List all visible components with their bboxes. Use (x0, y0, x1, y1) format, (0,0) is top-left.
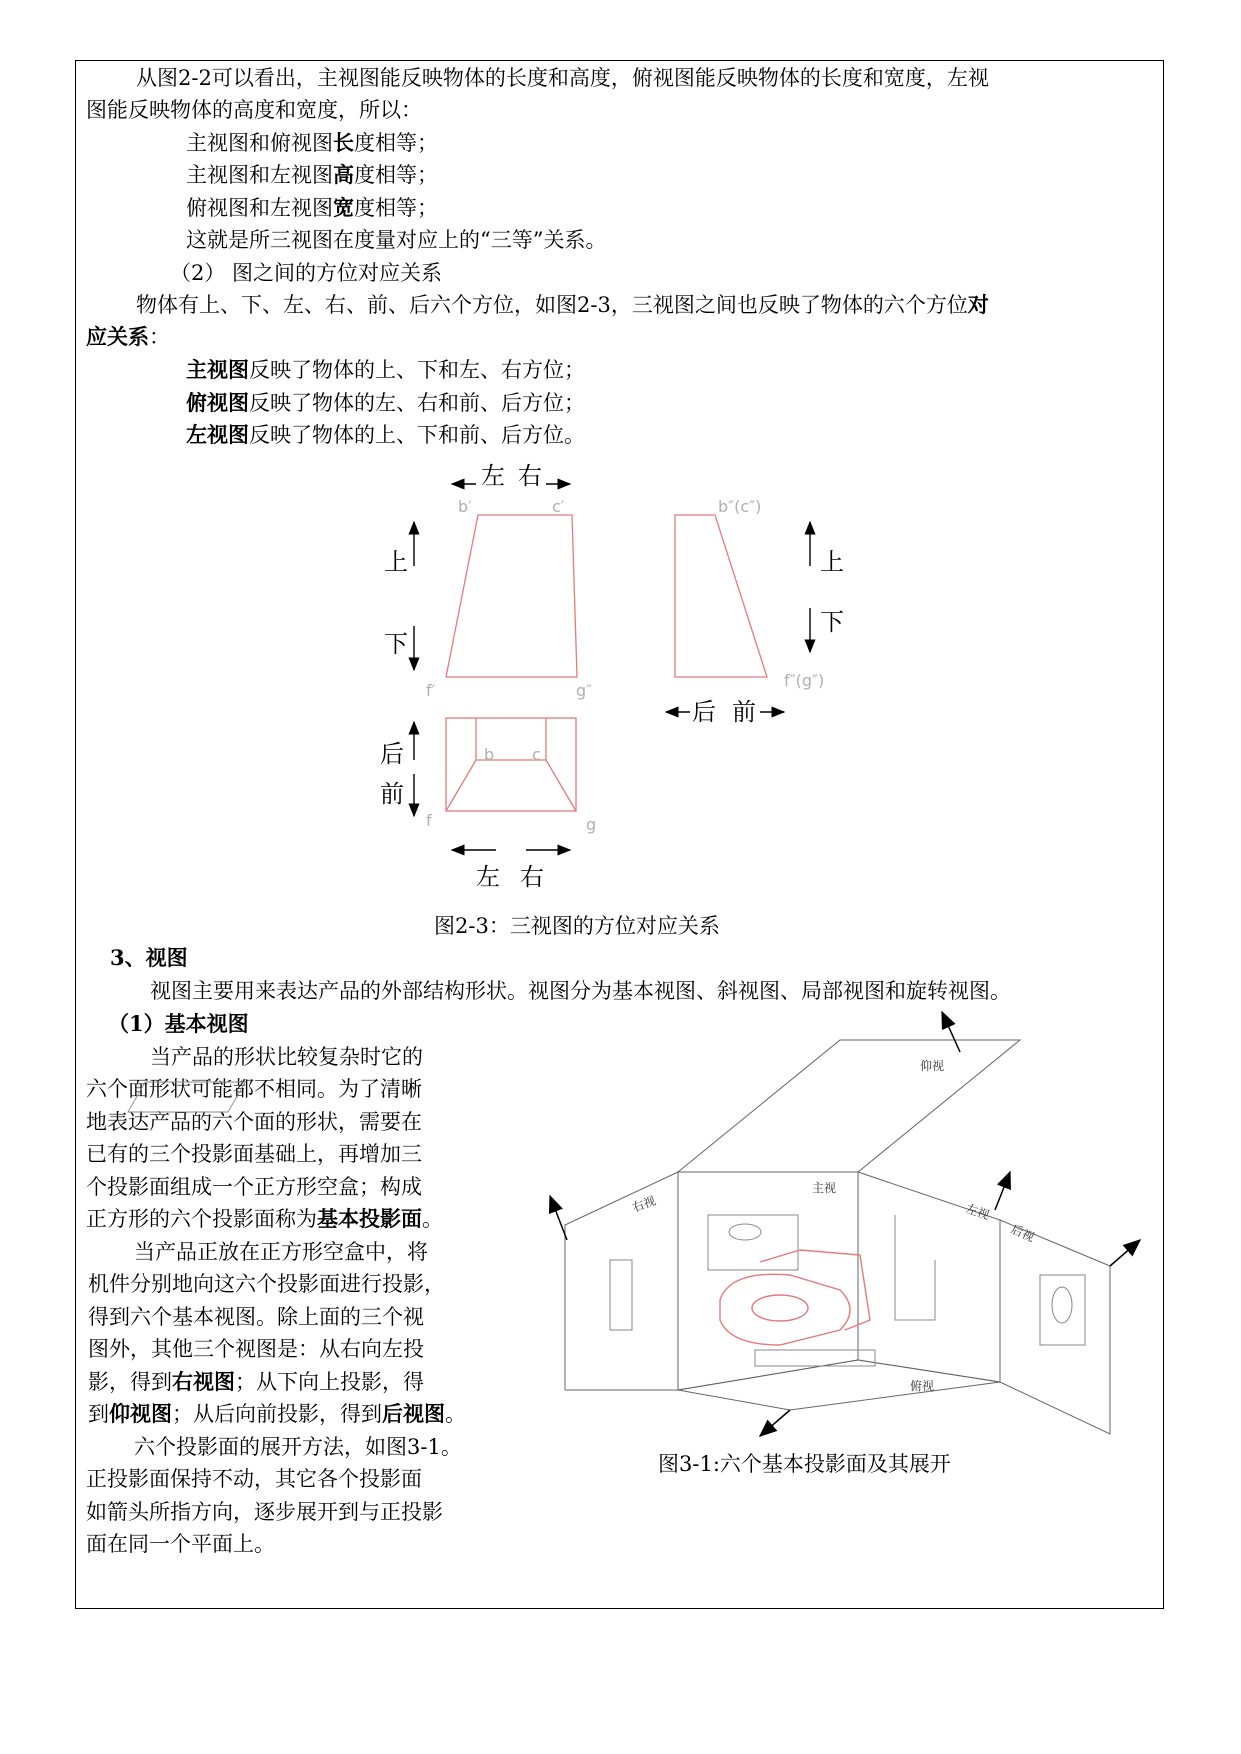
basic-view-line: 当产品正放在正方形空盒中，将 (134, 1240, 428, 1264)
figure-3-1-caption: 图3-1:六个基本投影面及其展开 (658, 1452, 951, 1476)
label-right: 右 (520, 863, 544, 891)
basic-view-line: 影，得到右视图；从下向上投影，得 (88, 1369, 424, 1394)
basic-view-line: 面在同一个平面上。 (86, 1532, 275, 1556)
direction-para-line-1: 物体有上、下、左、右、前、后六个方位，如图2-3，三视图之间也反映了物体的六个方位对 (136, 292, 989, 317)
subsection-2-heading: （2） 图之间的方位对应关系 (170, 261, 443, 285)
panel-hou (1000, 1220, 1110, 1434)
unfold-arrow (942, 1012, 960, 1052)
figure-2-3-caption: 图2-3：三视图的方位对应关系 (434, 914, 720, 938)
view-relation-top: 俯视图反映了物体的左、右和前、后方位； (186, 390, 585, 415)
basic-view-line: 如箭头所指方向，逐步展开到与正投影 (86, 1500, 443, 1524)
view-relation-front: 主视图反映了物体的上、下和左、右方位； (186, 357, 585, 382)
side-view-outline (675, 515, 767, 677)
point-label: c′ (552, 497, 565, 516)
basic-view-line: 已有的三个投影面基础上，再增加三 (86, 1142, 422, 1166)
basic-view-line: 图外，其他三个视图是：从右向左投 (88, 1337, 424, 1361)
basic-view-line: 当产品的形状比较复杂时它的 (150, 1045, 423, 1069)
direction-para-line-2: 应关系： (86, 324, 170, 349)
object-part (720, 1274, 850, 1345)
equal-relation-length: 主视图和俯视图长度相等； (186, 130, 438, 155)
basic-view-line: 地表达产品的六个面的形状，需要在 (86, 1110, 422, 1134)
panel-label-zuo: 左视 (964, 1201, 992, 1223)
basic-view-line: 六个面形状可能都不相同。为了清晰 (86, 1077, 422, 1101)
view-relation-left: 左视图反映了物体的上、下和前、后方位。 (186, 422, 585, 447)
label-left: 左 (481, 462, 505, 490)
label-back: 后 (380, 740, 404, 768)
sketch-left-view (895, 1215, 935, 1320)
sketch-front-hole (729, 1224, 761, 1240)
point-label: g (586, 815, 597, 834)
sketch-bottom-view (755, 1350, 875, 1366)
panel-zuo (858, 1172, 1000, 1382)
basic-view-line: 正方形的六个投影面称为基本投影面。 (86, 1206, 443, 1231)
subsection-basic-view-heading: （1）基本视图 (108, 1011, 249, 1036)
object-hole (752, 1295, 808, 1321)
panel-label-you: 右视 (630, 1193, 658, 1215)
basic-view-line: 到仰视图；从后向前投影，得到后视图。 (88, 1401, 466, 1426)
point-label: b″(c″) (718, 497, 762, 516)
label-left: 左 (476, 863, 500, 891)
panel-yang (678, 1040, 1020, 1172)
three-equal-summary: 这就是所三视图在度量对应上的“三等”关系。 (186, 228, 607, 252)
label-up: 上 (820, 548, 844, 576)
basic-view-line: 个投影面组成一个正方形空盒；构成 (86, 1175, 422, 1199)
basic-view-line: 六个投影面的展开方法，如图3-1。 (134, 1435, 462, 1459)
front-view-outline (446, 515, 577, 677)
unfold-arrow (995, 1172, 1010, 1210)
panel-label-hou: 后视 (1008, 1221, 1037, 1245)
top-view-outline (446, 718, 576, 811)
label-right: 右 (518, 462, 542, 490)
equal-relation-height: 主视图和左视图高度相等； (186, 162, 438, 187)
label-down: 下 (384, 630, 408, 658)
panel-label-fu: 俯视 (910, 1379, 935, 1393)
point-label: c (532, 745, 541, 764)
section-3-heading: 3、视图 (110, 945, 188, 970)
basic-view-line: 机件分别地向这六个投影面进行投影， (88, 1272, 445, 1296)
label-down: 下 (820, 608, 844, 636)
point-label: f′ (426, 681, 436, 700)
label-front: 前 (732, 698, 756, 726)
intro-line-2: 图能反映物体的高度和宽度，所以： (86, 98, 422, 122)
basic-view-line: 正投影面保持不动，其它各个投影面 (86, 1467, 422, 1491)
label-back: 后 (692, 698, 716, 726)
point-label: b (484, 745, 495, 764)
figure-2-3 (360, 450, 844, 891)
figure-3-1 (530, 1000, 1160, 1440)
sketch-front-view (708, 1215, 798, 1270)
sketch-right-view (610, 1260, 632, 1330)
label-front: 前 (380, 780, 404, 808)
sketch-back-view (1040, 1275, 1085, 1345)
panel-label-zhu: 主视 (812, 1181, 837, 1195)
point-label: g″ (576, 681, 593, 700)
label-up: 上 (384, 548, 408, 576)
intro-line-1: 从图2-2可以看出，主视图能反映物体的长度和高度，俯视图能反映物体的长度和宽度，左视 (136, 66, 989, 90)
point-label: f (426, 811, 432, 830)
panel-label-yang: 仰视 (920, 1059, 945, 1073)
panel-you (565, 1172, 678, 1390)
object-part (800, 1250, 870, 1330)
section-3-paragraph: 视图主要用来表达产品的外部结构形状。视图分为基本视图、斜视图、局部视图和旋转视图。 (150, 979, 1011, 1003)
basic-view-line: 得到六个基本视图。除上面的三个视 (88, 1305, 424, 1329)
object-part (760, 1250, 800, 1262)
point-label: b′ (458, 497, 472, 516)
point-label: f″(g″) (784, 671, 825, 690)
panel-fu (678, 1360, 1000, 1410)
unfold-arrow (760, 1410, 790, 1436)
top-view-inner-line (446, 760, 476, 811)
panel-zhu (678, 1172, 858, 1390)
top-view-inner-line (546, 760, 576, 811)
unfold-arrow (1110, 1240, 1140, 1266)
unfold-arrow (550, 1196, 567, 1240)
equal-relation-width: 俯视图和左视图宽度相等； (186, 195, 438, 220)
sketch-back-hole (1052, 1287, 1072, 1323)
